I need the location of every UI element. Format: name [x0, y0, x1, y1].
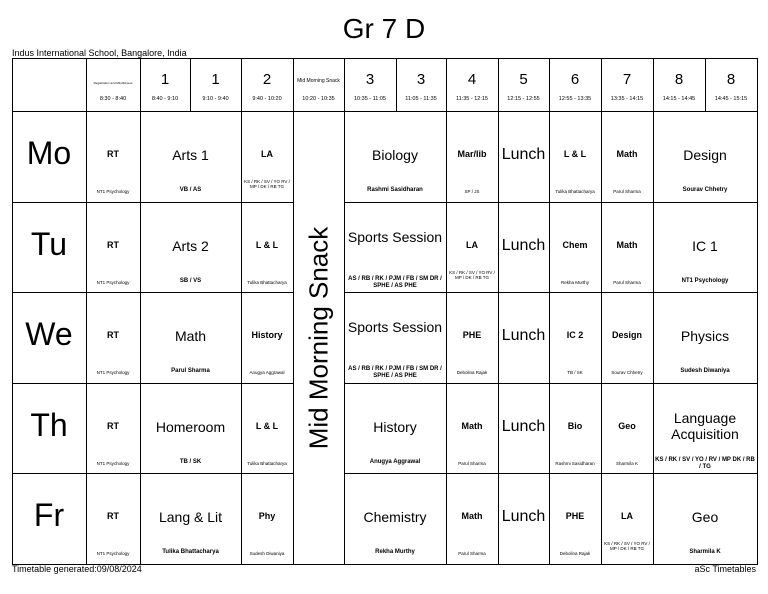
lesson-teacher: SB / VS: [179, 277, 202, 284]
lesson-cell: [498, 292, 549, 383]
grid-line: [344, 473, 757, 474]
lesson-teacher: Rekha Murthy: [560, 279, 589, 285]
lesson-cell: [653, 111, 757, 202]
grid-line: [446, 111, 447, 564]
lesson-subject: RT: [107, 149, 119, 159]
lesson-teacher: Sharmila K: [689, 549, 721, 556]
grid-line: [344, 202, 757, 203]
day-label-cell: [12, 202, 86, 293]
grid-line: [86, 111, 87, 564]
lesson-subject: PHE: [462, 330, 482, 341]
lesson-subject: Chem: [562, 239, 588, 250]
period-number: 8: [674, 71, 684, 88]
lesson-subject: Lunch: [501, 146, 546, 163]
lesson-teacher: Sourav Chhetry: [611, 370, 643, 376]
day-label-cell: [12, 111, 86, 202]
day-label-cell: [12, 473, 86, 564]
lesson-cell: [498, 473, 549, 564]
period-time: 12:15 - 12:55: [507, 96, 540, 102]
grid-line: [12, 473, 293, 474]
grid-line: [344, 383, 757, 384]
lesson-teacher: Sharmila K: [615, 460, 638, 466]
lesson-cell: [344, 292, 446, 383]
lesson-teacher: NT1 Psychology: [681, 277, 729, 284]
lesson-teacher: Parul Sharma: [171, 368, 210, 375]
lesson-teacher: Rashmi Sasidharan: [367, 187, 423, 193]
period-time: 11:05 - 11:35: [405, 96, 437, 102]
grid-line: [344, 292, 757, 293]
lesson-cell: [601, 473, 653, 564]
lesson-teacher: AS / RB / RK / PJM / FB / SM DR / SPHE / AS PHE: [348, 366, 442, 380]
grid-line: [293, 111, 294, 564]
grid-line: [653, 58, 654, 111]
school-name: Indus International School, Bangalore, India: [12, 48, 187, 58]
generated-date: Timetable generated:09/08/2024: [12, 564, 142, 574]
lesson-teacher: TB / SK: [179, 458, 202, 465]
lesson-cell: [86, 111, 140, 202]
lesson-cell: [140, 111, 241, 202]
grid-line: [498, 111, 499, 564]
grid-line: [498, 58, 499, 111]
lesson-cell: [601, 383, 653, 474]
lesson-subject: Design: [683, 147, 727, 163]
period-time: 13:35 - 14:15: [610, 96, 644, 102]
lesson-cell: [446, 111, 498, 202]
lesson-cell: [601, 292, 653, 383]
lesson-subject: Sports Session: [347, 228, 443, 245]
lesson-teacher: Parul Sharma: [613, 279, 641, 285]
period-time: 8:40 - 9:10: [151, 96, 179, 102]
grid-line: [601, 111, 602, 564]
lesson-subject: LA: [466, 239, 478, 250]
lesson-teacher: SP / JS: [464, 189, 480, 194]
lesson-teacher: Anugya Aggrawal: [369, 458, 421, 465]
mid-morning-snack-cell: [293, 111, 344, 564]
grid-line: [12, 202, 293, 203]
lesson-cell: [549, 292, 601, 383]
period-number: 6: [570, 71, 580, 88]
lesson-cell: [86, 202, 140, 293]
header-cell-9: [498, 58, 549, 111]
lesson-subject: Homeroom: [155, 418, 226, 435]
period-time: 10:20 - 10:35: [302, 96, 335, 102]
lesson-subject: Math: [616, 239, 638, 250]
lesson-cell: [498, 202, 549, 293]
lesson-cell: [241, 202, 293, 293]
lesson-subject: Math: [461, 420, 483, 431]
lesson-cell: [446, 292, 498, 383]
lesson-cell: [140, 383, 241, 474]
header-cell-6: [344, 58, 396, 111]
lesson-cell: [86, 292, 140, 383]
lesson-teacher: KS / RK / SV / YO RV / MP / DK / RB TG: [604, 541, 650, 552]
lesson-subject: Geo: [691, 509, 719, 526]
lesson-teacher: Parul Sharma: [458, 551, 486, 557]
lesson-cell: [446, 383, 498, 474]
grid-line: [293, 58, 294, 111]
brand-label: aSc Timetables: [694, 564, 756, 574]
lesson-teacher: Tulika Bhattacharya: [555, 189, 595, 194]
lesson-subject: Lunch: [501, 417, 546, 435]
lesson-teacher: VB / AS: [179, 187, 202, 193]
period-number: 2: [262, 71, 272, 88]
period-time: 12:55 - 13:35: [558, 96, 592, 102]
lesson-teacher: Tulika Bhattacharya: [247, 460, 287, 466]
header-cell-1: [86, 58, 140, 111]
header-cell-8: [446, 58, 498, 111]
day-label: Tu: [30, 225, 68, 262]
lesson-teacher: NT1 Psychology: [96, 279, 130, 285]
header-cell-13: [705, 58, 757, 111]
period-sublabel: Registration and Mindfulness: [93, 81, 133, 85]
lesson-teacher: Parul Sharma: [458, 460, 486, 466]
lesson-subject: History: [373, 418, 417, 435]
lesson-teacher: Tulika Bhattacharya: [162, 549, 219, 556]
lesson-cell: [653, 292, 757, 383]
period-number: 1: [211, 71, 220, 88]
lesson-subject: Design: [611, 330, 642, 341]
day-label: Th: [30, 406, 68, 443]
lesson-subject: L & L: [255, 420, 279, 431]
lesson-teacher: NT1 Psychology: [96, 189, 130, 194]
lesson-teacher: Tulika Bhattacharya: [247, 279, 287, 285]
header-cell-2: [140, 58, 190, 111]
period-number: 1: [160, 71, 170, 88]
lesson-cell: [344, 383, 446, 474]
lesson-subject: Biology: [372, 147, 418, 163]
header-cell-11: [601, 58, 653, 111]
grid-line: [12, 58, 758, 59]
grid-line: [757, 58, 758, 564]
day-label: Fr: [33, 497, 65, 534]
day-label: Mo: [26, 135, 72, 171]
lesson-teacher: Rekha Murthy: [375, 549, 415, 556]
grid-line: [549, 111, 550, 564]
lesson-subject: LA: [261, 149, 273, 159]
lesson-teacher: KS / RK / SV / YO RV / MP / DK / RB TG: [244, 179, 290, 189]
header-cell-4: [241, 58, 293, 111]
period-number: 7: [622, 71, 632, 88]
lesson-cell: [498, 383, 549, 474]
period-time: 8:30 - 8:40: [99, 96, 127, 102]
lesson-subject: Physics: [680, 328, 730, 345]
day-label: We: [25, 316, 73, 353]
lesson-teacher: KS / RK / SV / YO / RV / MP DK / RB / TG: [655, 456, 755, 470]
header-cell-3: [190, 58, 241, 111]
grid-line: [446, 58, 447, 111]
header-cell-12: [653, 58, 705, 111]
lesson-subject: Geo: [618, 420, 636, 431]
lesson-cell: [241, 473, 293, 564]
lesson-subject: RT: [107, 420, 119, 431]
grid-line: [12, 292, 293, 293]
lesson-teacher: Debolina Rajak: [559, 551, 591, 557]
lesson-subject: Language Acquisition: [671, 409, 739, 442]
lesson-teacher: Sudesh Diwaniya: [680, 368, 730, 375]
lesson-subject: Lang & Lit: [158, 509, 223, 526]
lesson-cell: [241, 383, 293, 474]
period-time: 14:45 - 15:15: [714, 96, 748, 102]
grid-line: [241, 111, 242, 564]
lesson-teacher: Debolina Rajak: [456, 370, 488, 376]
grid-line: [140, 111, 141, 564]
period-number: 5: [519, 71, 528, 88]
lesson-cell: [140, 292, 241, 383]
period-time: 9:10 - 9:40: [202, 96, 229, 102]
grid-line: [396, 58, 397, 111]
grid-line: [705, 58, 706, 111]
lesson-subject: RT: [107, 239, 119, 250]
grid-line: [86, 58, 87, 111]
lesson-subject: L & L: [563, 149, 587, 159]
lesson-cell: [653, 473, 757, 564]
lesson-subject: RT: [107, 511, 119, 522]
lesson-subject: Bio: [567, 420, 583, 431]
lesson-subject: Sports Session: [347, 319, 443, 336]
lesson-teacher: Sudesh Diwaniya: [249, 551, 285, 557]
lesson-teacher: Sourav Chhetry: [682, 187, 728, 193]
lesson-teacher: NT1 Psychology: [96, 551, 130, 557]
grid-line: [12, 383, 293, 384]
period-number: 4: [467, 71, 477, 88]
lesson-subject: Lunch: [501, 327, 546, 345]
lesson-subject: IC 2: [566, 330, 584, 341]
period-number: 8: [726, 71, 736, 88]
lesson-cell: [140, 202, 241, 293]
header-cell-7: [396, 58, 446, 111]
lesson-subject: RT: [107, 330, 119, 341]
lesson-subject: L & L: [255, 239, 279, 250]
lesson-subject: Math: [461, 511, 483, 522]
lesson-subject: Arts 1: [172, 147, 209, 163]
lesson-subject: Chemistry: [363, 509, 427, 526]
grid-line: [549, 58, 550, 111]
lesson-cell: [549, 111, 601, 202]
lesson-subject: IC 1: [692, 237, 718, 254]
lesson-subject: Arts 2: [172, 237, 209, 254]
lesson-cell: [241, 292, 293, 383]
day-label-cell: [12, 292, 86, 383]
lesson-cell: [446, 473, 498, 564]
lesson-subject: Math: [616, 149, 638, 159]
lesson-cell: [241, 111, 293, 202]
lesson-subject: Math: [174, 328, 207, 345]
grid-line: [12, 111, 757, 112]
lesson-cell: [549, 202, 601, 293]
grid-line: [344, 58, 345, 111]
lesson-cell: [446, 202, 498, 293]
grid-line: [344, 111, 345, 564]
grid-line: [241, 58, 242, 111]
period-label: Mid Morning Snack: [297, 78, 340, 84]
lesson-cell: [498, 111, 549, 202]
lesson-teacher: Parul Sharma: [613, 189, 641, 194]
period-time: 9:40 - 10:20: [252, 96, 282, 102]
header-cell-5: [293, 58, 344, 111]
timetable-grid: [12, 58, 757, 564]
grid-line: [190, 58, 191, 111]
lesson-cell: [344, 202, 446, 293]
lesson-teacher: KS / RK / SV / YO RV / MP / DK / RB TG: [449, 269, 495, 280]
day-label-cell: [12, 383, 86, 474]
period-time: 11:35 - 12:15: [455, 96, 488, 102]
lesson-teacher: Anugya Aggrawal: [249, 370, 285, 376]
lesson-cell: [344, 473, 446, 564]
lesson-cell: [86, 473, 140, 564]
lesson-subject: Mar/lib: [457, 149, 487, 159]
grid-line: [12, 58, 13, 564]
period-time: 14:15 - 14:45: [662, 96, 696, 102]
grid-line: [653, 111, 654, 564]
lesson-subject: LA: [621, 511, 633, 522]
grid-line: [140, 58, 141, 111]
mid-morning-snack-label: Mid Morning Snack: [303, 226, 333, 449]
lesson-teacher: NT1 Psychology: [96, 460, 130, 466]
lesson-cell: [601, 111, 653, 202]
lesson-cell: [601, 202, 653, 293]
lesson-cell: [140, 473, 241, 564]
lesson-subject: Phy: [258, 511, 276, 522]
grid-line: [601, 58, 602, 111]
lesson-teacher: Rashmi Sasidharan: [555, 460, 595, 466]
lesson-teacher: AS / RB / RK / PJM / FB / SM DR / SPHE / AS PHE: [348, 275, 442, 289]
lesson-subject: PHE: [565, 511, 585, 522]
timetable-title: Gr 7 D: [342, 13, 426, 44]
lesson-subject: History: [251, 330, 283, 341]
lesson-cell: [653, 383, 757, 474]
lesson-subject: Lunch: [501, 508, 546, 526]
lesson-cell: [86, 383, 140, 474]
lesson-cell: [653, 202, 757, 293]
lesson-teacher: TB / SK: [567, 370, 583, 376]
lesson-teacher: NT1 Psychology: [96, 370, 130, 376]
period-time: 10:35 - 11:05: [353, 96, 386, 102]
header-cell-10: [549, 58, 601, 111]
lesson-cell: [549, 383, 601, 474]
lesson-cell: [549, 473, 601, 564]
lesson-cell: [344, 111, 446, 202]
period-number: 3: [416, 71, 426, 88]
period-number: 3: [365, 71, 375, 88]
lesson-subject: Lunch: [501, 236, 546, 254]
